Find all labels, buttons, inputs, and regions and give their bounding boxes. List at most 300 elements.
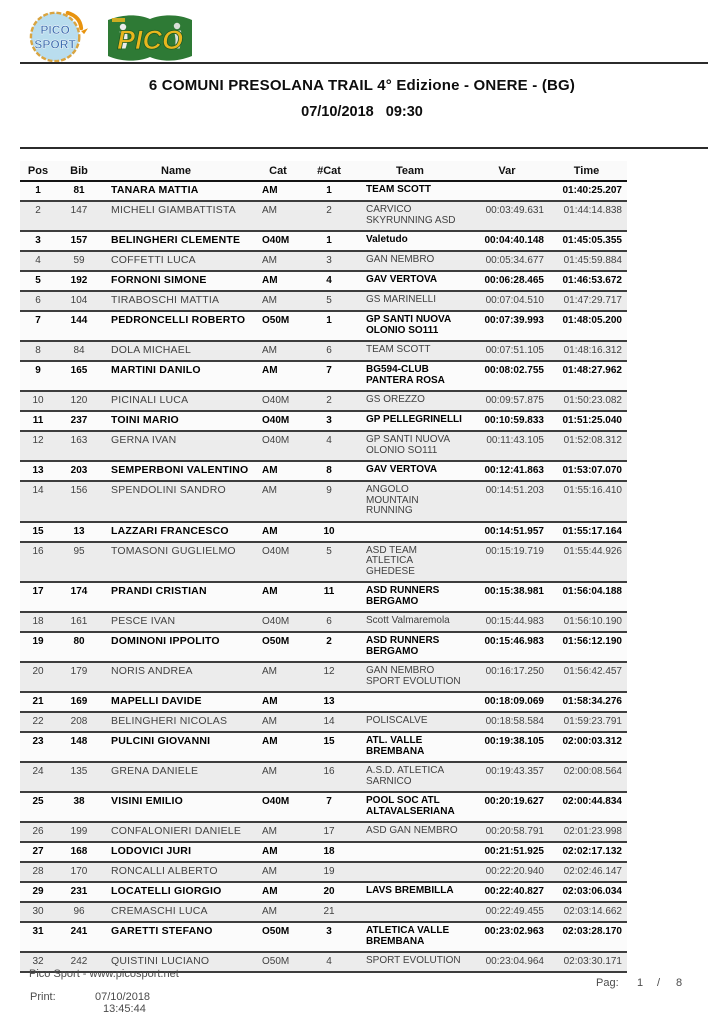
row-category-rank: 6 (326, 616, 332, 627)
row-athlete-name: BELINGHERI CLEMENTE (111, 234, 241, 246)
row-category-rank: 3 (326, 926, 332, 937)
row-category-rank: 9 (326, 485, 332, 496)
row-team: ASD RUNNERS BERGAMO (366, 635, 440, 657)
row-category: AM (262, 846, 278, 857)
row-gap-time: 00:20:58.791 (485, 826, 544, 837)
row-gap-time: 00:19:43.357 (485, 766, 544, 777)
row-finish-time: 01:52:08.312 (563, 435, 622, 446)
row-category: AM (262, 295, 277, 306)
row-finish-time: 02:03:14.662 (563, 906, 622, 917)
row-category: AM (262, 185, 278, 196)
row-athlete-name: RONCALLI ALBERTO (111, 865, 218, 877)
row-team: GS OREZZO (366, 394, 425, 405)
table-row (20, 392, 627, 412)
row-athlete-name: QUISTINI LUCIANO (111, 955, 210, 967)
row-position: 7 (35, 315, 41, 326)
results-rows (20, 182, 627, 973)
row-team: GP SANTI NUOVA OLONIO SO111 (366, 314, 451, 336)
row-athlete-name: PEDRONCELLI ROBERTO (111, 314, 246, 326)
row-position: 8 (35, 345, 41, 356)
row-category-rank: 7 (326, 796, 332, 807)
row-athlete-name: SEMPERBONI VALENTINO (111, 464, 249, 476)
column-header-name: Name (161, 165, 191, 177)
footer-page-current: 1 (637, 977, 644, 989)
row-team: BG594-CLUB PANTERA ROSA (366, 364, 445, 386)
row-bib-number: 241 (70, 926, 88, 937)
row-bib-number: 203 (70, 465, 88, 476)
row-finish-time: 01:56:04.188 (562, 586, 622, 597)
table-row (20, 583, 627, 613)
row-team: CARVICO SKYRUNNING ASD (366, 204, 456, 226)
row-bib-number: 157 (70, 235, 88, 246)
row-category: O50M (262, 956, 290, 967)
row-category: O50M (262, 315, 290, 326)
row-category: AM (262, 736, 278, 747)
table-row (20, 883, 627, 903)
row-bib-number: 135 (70, 766, 88, 777)
row-athlete-name: LODOVICI JURI (111, 845, 192, 857)
table-row (20, 202, 627, 232)
row-team: TEAM SCOTT (366, 184, 431, 195)
logo-green-text: PICO (116, 25, 184, 55)
row-gap-time: 00:14:51.957 (484, 525, 544, 537)
row-position: 29 (32, 886, 44, 897)
row-athlete-name: LAZZARI FRANCESCO (111, 524, 229, 537)
page-title: 6 COMUNI PRESOLANA TRAIL 4° Edizione - ONERE - (BG) (148, 77, 576, 94)
row-team: ASD TEAM ATLETICA GHEDESE (366, 544, 417, 577)
header-divider-top (20, 62, 708, 64)
row-bib-number: 192 (70, 275, 88, 286)
row-gap-time: 00:16:17.250 (485, 666, 544, 677)
row-category-rank: 4 (326, 435, 332, 446)
row-team: ANGOLO MOUNTAIN RUNNING (366, 484, 419, 516)
row-bib-number: 168 (70, 846, 88, 857)
table-row (20, 412, 627, 432)
row-category-rank: 21 (323, 906, 335, 917)
row-finish-time: 01:53:07.070 (562, 465, 622, 476)
row-athlete-name: BELINGHERI NICOLAS (111, 715, 228, 727)
row-team: GP SANTI NUOVA OLONIO SO111 (366, 434, 450, 456)
logo-green-tag (112, 18, 125, 22)
row-team: A.S.D. ATLETICA SARNICO (366, 765, 444, 787)
row-finish-time: 01:58:34.276 (562, 696, 622, 707)
row-category-rank: 18 (323, 846, 335, 857)
row-team (352, 523, 468, 530)
row-gap-time: 00:23:02.963 (484, 926, 544, 937)
row-category-rank: 1 (326, 185, 332, 196)
logo-circle-text-line1: PICO (40, 23, 70, 38)
row-category: AM (262, 205, 277, 216)
row-athlete-name: TANARA MATTIA (111, 184, 199, 196)
row-category: AM (262, 465, 278, 476)
row-bib-number: 165 (70, 365, 88, 376)
row-finish-time: 01:45:05.355 (562, 235, 622, 246)
row-team: GAN NEMBRO SPORT EVOLUTION (366, 665, 461, 687)
row-category: AM (262, 255, 277, 266)
table-row (20, 733, 627, 763)
row-athlete-name: DOMINONI IPPOLITO (111, 635, 220, 647)
row-category-rank: 4 (326, 956, 332, 967)
row-athlete-name: CONFALONIERI DANIELE (111, 825, 242, 837)
row-gap-time: 00:03:49.631 (485, 205, 544, 216)
row-category-rank: 11 (323, 586, 335, 597)
table-row (20, 272, 627, 292)
row-category-rank: 10 (323, 525, 335, 537)
table-row (20, 232, 627, 252)
row-team: GAN NEMBRO (366, 254, 435, 265)
pico-sport-circle-logo (26, 7, 90, 65)
row-category: AM (262, 866, 277, 877)
row-finish-time: 01:47:29.717 (563, 295, 622, 306)
row-gap-time: 00:14:51.203 (485, 485, 544, 496)
row-category: AM (262, 275, 278, 286)
row-team: GAV VERTOVA (366, 274, 438, 285)
row-athlete-name: FORNONI SIMONE (111, 274, 207, 286)
row-athlete-name: GRENA DANIELE (111, 765, 199, 777)
row-category-rank: 17 (323, 826, 335, 837)
table-row (20, 252, 627, 272)
column-header-pos: Pos (27, 165, 49, 177)
table-row (20, 362, 627, 392)
table-row (20, 292, 627, 312)
row-gap-time: 00:15:19.719 (485, 545, 544, 557)
row-category: AM (262, 826, 277, 837)
row-athlete-name: TIRABOSCHI MATTIA (111, 294, 220, 306)
row-bib-number: 208 (70, 716, 88, 727)
row-category-rank: 3 (326, 415, 332, 426)
row-finish-time: 02:00:03.312 (562, 736, 622, 747)
row-bib-number: 237 (70, 415, 88, 426)
row-finish-time: 01:44:14.838 (563, 205, 622, 216)
row-position: 13 (32, 465, 44, 476)
row-gap-time: 00:11:43.105 (486, 435, 544, 446)
row-athlete-name: DOLA MICHAEL (111, 344, 192, 356)
footer-print-time: 13:45:44 (103, 1003, 146, 1015)
row-finish-time: 01:48:16.312 (563, 345, 622, 356)
table-row (20, 923, 627, 953)
row-gap-time: 00:21:51.925 (484, 846, 544, 857)
row-position: 10 (32, 395, 44, 406)
row-position: 20 (32, 666, 44, 677)
row-gap-time: 00:22:20.940 (485, 866, 544, 877)
row-position: 5 (35, 275, 41, 286)
row-position: 22 (32, 716, 44, 727)
row-position: 23 (32, 736, 44, 747)
row-bib-number: 242 (70, 956, 88, 967)
row-athlete-name: TOINI MARIO (111, 414, 179, 426)
column-header-cat: Cat (269, 165, 287, 177)
row-finish-time: 01:50:23.082 (563, 395, 622, 406)
row-category: AM (262, 365, 278, 376)
row-team (352, 863, 468, 870)
row-bib-number: 59 (73, 255, 85, 266)
row-gap-time (468, 182, 546, 189)
row-category-rank: 16 (323, 766, 335, 777)
row-team: POOL SOC ATL ALTAVALSERIANA (366, 795, 455, 817)
row-category-rank: 1 (326, 235, 332, 246)
row-finish-time: 02:03:28.170 (562, 926, 622, 937)
footer-print-date: 07/10/2018 (95, 991, 151, 1003)
table-row (20, 543, 627, 584)
row-athlete-name: PESCE IVAN (111, 615, 176, 627)
row-category: O40M (262, 395, 290, 406)
row-gap-time: 00:06:28.465 (484, 275, 544, 286)
row-athlete-name: NORIS ANDREA (111, 665, 193, 677)
table-row (20, 903, 627, 923)
row-gap-time: 00:08:02.755 (484, 365, 544, 376)
row-bib-number: 148 (70, 736, 88, 747)
footer-page-total: 8 (676, 977, 683, 989)
row-athlete-name: GARETTI STEFANO (111, 925, 213, 937)
row-bib-number: 80 (73, 636, 85, 647)
row-athlete-name: PICINALI LUCA (111, 394, 189, 406)
row-category-rank: 12 (323, 666, 335, 677)
row-finish-time: 01:55:16.410 (563, 485, 622, 496)
row-position: 24 (32, 766, 44, 777)
row-finish-time: 01:45:59.884 (563, 255, 622, 266)
row-category-rank: 8 (326, 465, 332, 476)
row-position: 17 (32, 586, 44, 597)
row-position: 25 (32, 796, 44, 807)
table-row (20, 312, 627, 342)
footer-page-separator: / (657, 977, 661, 989)
row-team: ASD RUNNERS BERGAMO (366, 585, 440, 607)
table-row (20, 793, 627, 823)
table-row (20, 432, 627, 462)
row-finish-time: 01:48:27.962 (562, 365, 622, 376)
row-category-rank: 2 (326, 636, 332, 647)
row-position: 28 (32, 866, 44, 877)
row-bib-number: 144 (70, 315, 88, 326)
event-datetime: 07/10/2018 09:30 (301, 104, 423, 120)
table-row (20, 482, 627, 523)
row-bib-number: 156 (70, 485, 88, 496)
footer-brand: Pico Sport - www.picosport.net (29, 968, 179, 980)
row-category: O40M (262, 415, 290, 426)
row-finish-time: 01:46:53.672 (562, 275, 622, 286)
row-bib-number: 231 (70, 886, 88, 897)
column-header-time: Time (573, 165, 600, 177)
row-bib-number: 84 (73, 345, 85, 356)
row-bib-number: 104 (70, 295, 88, 306)
row-finish-time: 01:59:23.791 (563, 716, 622, 727)
table-row (20, 863, 627, 883)
row-gap-time: 00:23:04.964 (485, 956, 544, 967)
row-category: AM (262, 525, 278, 537)
row-finish-time: 01:56:42.457 (563, 666, 622, 677)
row-gap-time: 00:15:44.983 (485, 616, 544, 627)
row-category-rank: 5 (326, 545, 332, 557)
pico-green-logo (103, 11, 197, 64)
table-row (20, 713, 627, 733)
row-finish-time: 01:51:25.040 (562, 415, 622, 426)
row-bib-number: 95 (73, 545, 85, 557)
row-athlete-name: CREMASCHI LUCA (111, 905, 208, 917)
row-team: TEAM SCOTT (366, 344, 431, 355)
row-category-rank: 20 (323, 886, 335, 897)
row-team: GS MARINELLI (366, 294, 437, 305)
row-team: ATL. VALLE BREMBANA (366, 735, 425, 757)
row-finish-time: 01:55:17.164 (562, 525, 622, 537)
row-category-rank: 15 (323, 736, 335, 747)
row-athlete-name: MAPELLI DAVIDE (111, 695, 202, 707)
row-finish-time: 02:02:17.132 (562, 846, 622, 857)
row-gap-time: 00:15:46.983 (484, 636, 544, 647)
row-team: POLISCALVE (366, 715, 428, 726)
row-bib-number: 147 (70, 205, 88, 216)
row-gap-time: 00:20:19.627 (484, 796, 544, 807)
row-category-rank: 13 (323, 696, 335, 707)
row-athlete-name: MARTINI DANILO (111, 364, 201, 376)
row-position: 3 (35, 235, 41, 246)
row-gap-time: 00:22:49.455 (485, 906, 544, 917)
row-finish-time: 02:01:23.998 (563, 826, 622, 837)
row-bib-number: 13 (73, 525, 85, 537)
table-row (20, 663, 627, 693)
results-table (20, 161, 627, 973)
row-finish-time: 02:02:46.147 (563, 866, 622, 877)
row-gap-time: 00:05:34.677 (485, 255, 544, 266)
row-gap-time: 00:09:57.875 (485, 395, 544, 406)
row-bib-number: 199 (70, 826, 88, 837)
row-category: O40M (262, 235, 290, 246)
row-position: 15 (32, 525, 44, 537)
row-category: O40M (262, 545, 290, 557)
row-position: 12 (32, 435, 44, 446)
column-header-team: Team (396, 165, 424, 177)
row-team: LAVS BREMBILLA (366, 885, 454, 896)
row-position: 30 (32, 906, 44, 917)
table-row (20, 763, 627, 793)
row-bib-number: 161 (70, 616, 88, 627)
row-gap-time: 00:07:39.993 (484, 315, 544, 326)
row-position: 21 (32, 696, 44, 707)
row-gap-time: 00:10:59.833 (484, 415, 544, 426)
row-category: O50M (262, 636, 290, 647)
row-category: AM (262, 345, 277, 356)
row-finish-time: 01:40:25.207 (562, 185, 622, 196)
logo-circle-text-line2: SPORT (34, 37, 76, 52)
column-header-var: Var (498, 165, 516, 177)
row-team (352, 693, 468, 700)
row-gap-time: 00:22:40.827 (484, 886, 544, 897)
row-category: O40M (262, 435, 290, 446)
row-category: O40M (262, 796, 290, 807)
row-finish-time: 02:03:06.034 (562, 886, 622, 897)
footer-page-label: Pag: (596, 977, 619, 989)
row-position: 11 (32, 415, 44, 426)
row-category-rank: 19 (323, 866, 335, 877)
row-category: O50M (262, 926, 290, 937)
row-athlete-name: VISINI EMILIO (111, 795, 184, 807)
row-athlete-name: COFFETTI LUCA (111, 254, 196, 266)
column-header-catpos: #Cat (317, 165, 341, 177)
row-gap-time: 00:18:09.069 (484, 696, 544, 707)
table-row (20, 462, 627, 482)
row-position: 14 (32, 485, 44, 496)
row-category: AM (262, 766, 277, 777)
row-category-rank: 1 (326, 315, 332, 326)
row-finish-time: 02:03:30.171 (563, 956, 622, 967)
row-finish-time: 01:56:12.190 (562, 636, 622, 647)
row-team: Scott Valmaremola (366, 615, 450, 626)
row-athlete-name: GERNA IVAN (111, 434, 177, 446)
row-gap-time: 00:04:40.148 (484, 235, 544, 246)
column-header-bib: Bib (70, 165, 88, 177)
row-position: 32 (32, 956, 44, 967)
row-athlete-name: PULCINI GIOVANNI (111, 735, 211, 747)
row-team: ASD GAN NEMBRO (366, 825, 458, 836)
row-position: 2 (35, 205, 41, 216)
row-bib-number: 163 (70, 435, 88, 446)
row-bib-number: 81 (73, 185, 85, 196)
row-team: Valetudo (366, 234, 408, 245)
row-gap-time: 00:19:38.105 (484, 736, 544, 747)
row-team (352, 843, 468, 850)
row-gap-time: 00:18:58.584 (485, 716, 544, 727)
table-row (20, 613, 627, 633)
row-gap-time: 00:07:51.105 (485, 345, 544, 356)
row-category-rank: 4 (326, 275, 332, 286)
table-row (20, 182, 627, 202)
row-gap-time: 00:07:04.510 (485, 295, 544, 306)
row-bib-number: 179 (70, 666, 88, 677)
row-finish-time: 02:00:08.564 (563, 766, 622, 777)
row-position: 6 (35, 295, 41, 306)
row-category-rank: 14 (323, 716, 335, 727)
row-category: AM (262, 716, 277, 727)
row-finish-time: 01:56:10.190 (563, 616, 622, 627)
row-bib-number: 120 (70, 395, 88, 406)
row-team: GAV VERTOVA (366, 464, 438, 475)
table-row (20, 633, 627, 663)
row-position: 4 (35, 255, 41, 266)
header-divider-bottom (20, 147, 708, 149)
row-position: 19 (32, 636, 44, 647)
row-bib-number: 170 (70, 866, 88, 877)
row-team: ATLETICA VALLE BREMBANA (366, 925, 450, 947)
row-athlete-name: MICHELI GIAMBATTISTA (111, 204, 236, 216)
row-finish-time: 01:55:44.926 (563, 545, 622, 557)
row-team: GP PELLEGRINELLI (366, 414, 462, 425)
row-athlete-name: LOCATELLI GIORGIO (111, 885, 222, 897)
row-athlete-name: TOMASONI GUGLIELMO (111, 544, 236, 557)
table-row (20, 823, 627, 843)
row-athlete-name: PRANDI CRISTIAN (111, 585, 207, 597)
row-team: SPORT EVOLUTION (366, 955, 461, 966)
row-bib-number: 38 (73, 796, 85, 807)
row-athlete-name: SPENDOLINI SANDRO (111, 484, 226, 496)
row-category-rank: 3 (326, 255, 332, 266)
table-row (20, 693, 627, 713)
row-position: 31 (32, 926, 44, 937)
row-gap-time: 00:15:38.981 (484, 586, 544, 597)
row-category: AM (262, 666, 277, 677)
table-row (20, 843, 627, 863)
table-header (20, 161, 627, 182)
row-bib-number: 169 (70, 696, 88, 707)
row-position: 18 (32, 616, 44, 627)
row-finish-time: 02:00:44.834 (562, 796, 622, 807)
row-category: AM (262, 906, 277, 917)
row-position: 16 (32, 545, 44, 557)
row-bib-number: 174 (70, 586, 88, 597)
row-position: 27 (32, 846, 44, 857)
row-finish-time: 01:48:05.200 (562, 315, 622, 326)
row-category-rank: 2 (326, 395, 332, 406)
row-category: AM (262, 886, 278, 897)
row-category: AM (262, 586, 278, 597)
